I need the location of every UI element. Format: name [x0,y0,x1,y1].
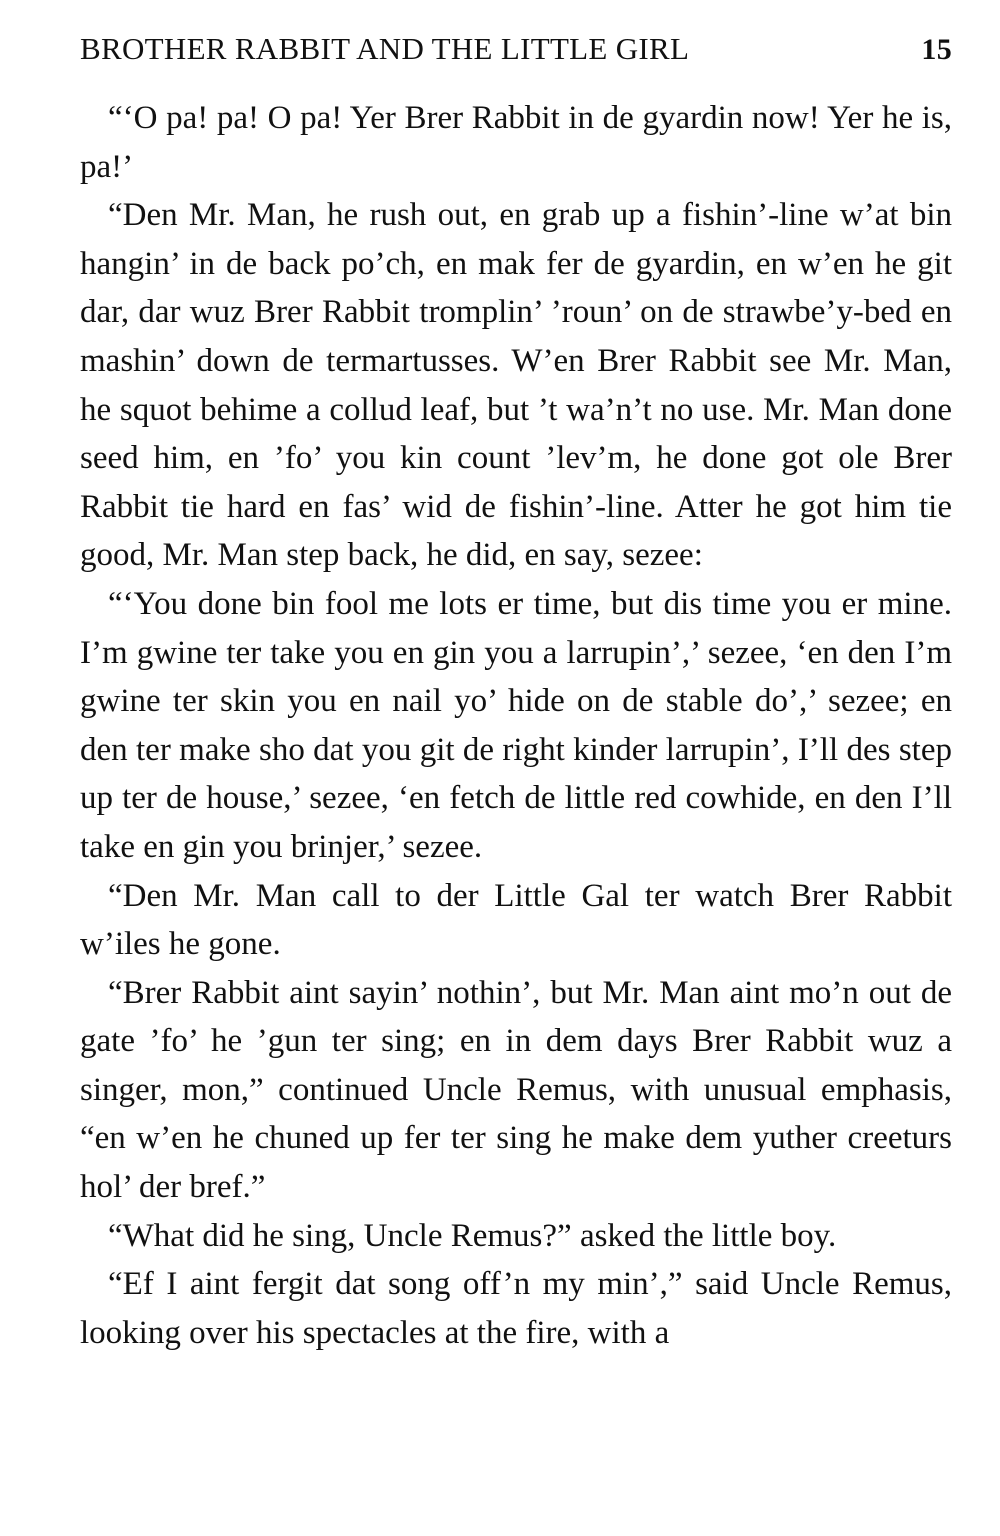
paragraph: “Ef I aint fergit dat song off’n my min’,” said Uncle Remus, looking over his spectacles at the fire, with a [80,1266,952,1351]
paragraph: “Den Mr. Man, he rush out, en grab up a fishin’-line w’at bin hangin’ in de back po’ch, en mak fer de gyardin, en w’en he git dar, dar wuz Brer Rabbit tromplin’ ’roun’ on de strawbe’y-bed en mashin’ down de termartusses. W’en Brer Rabbit see Mr. Man, he squot behime a collud leaf, but ’t wa’n’t no use. Mr. Man done seed him, en ’fo’ you kin count ’lev’m, he done got ole Brer Rabbit tie hard en fas’ wid de fishin’-line. Atter he got him tie good, Mr. Man step back, he did, en say, sezee: [80,197,952,574]
paragraph: “‘O pa! pa! O pa! Yer Brer Rabbit in de gyardin now! Yer he is, pa!’ [80,100,952,185]
paragraph: “Den Mr. Man call to der Little Gal ter watch Brer Rabbit w’iles he gone. [80,877,952,963]
paragraph: “What did he sing, Uncle Remus?” asked the little boy. [108,1217,837,1254]
paragraph: “‘You done bin fool me lots er time, but dis time you er mine. I’m gwine ter take you en gin you a larrupin’,’ sezee, ‘en den I’m gwine ter skin you en nail yo’ hide on de stable do’,’ sezee; en den ter make sho dat you git de right kinder larrupin’, I’ll des step up ter de house,’ sezee, ‘en fetch de little red cowhide, en den I’ll take en gin you brinjer,’ sezee. [80,585,952,865]
paragraph: “Brer Rabbit aint sayin’ nothin’, but Mr. Man aint mo’n out de gate ’fo’ he ’gun ter sing; en in dem days Brer Rabbit wuz a singer, mon,” continued Uncle Remus, with unusual emphasis, “en w’en he chuned up fer ter sing he make dem yuther creeturs hol’ der bref.” [80,974,952,1206]
book-page [80,24,952,1357]
page-number: 15 [921,33,952,66]
body-text [80,94,952,1357]
running-header [80,24,952,74]
running-title: BROTHER RABBIT AND THE LITTLE GIRL [80,31,690,66]
